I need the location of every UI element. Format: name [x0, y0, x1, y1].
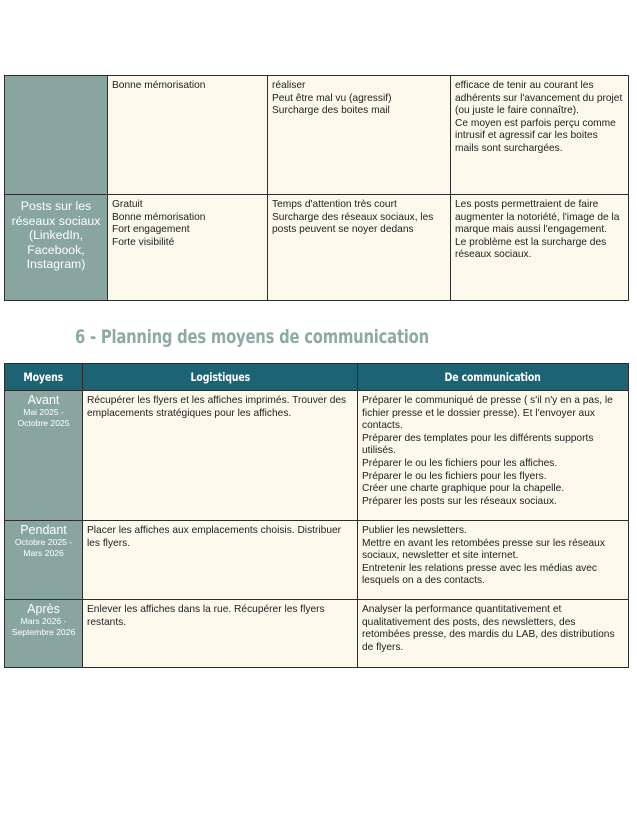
advantage-item: Bonne mémorisation	[112, 211, 206, 223]
comment-line: Les posts permettraient de faire augmenter la notoriété, l'image de la marque mais aussi l'engagement.	[455, 199, 620, 236]
communication-item: Préparer le ou les fichiers pour les affiches.	[362, 457, 558, 469]
disadvantage-item: Surcharge des boites mail	[272, 105, 390, 117]
table-row	[5, 600, 629, 668]
planning-table	[4, 363, 629, 668]
logistics-cell: Enlever les affiches dans la rue. Récupérer les flyers restants.	[83, 600, 358, 668]
comment-line: Le problème est la surcharge des réseaux sociaux.	[455, 236, 607, 261]
disadvantage-item: réaliser	[272, 80, 306, 91]
communication-item: Préparer le ou les fichiers pour les flyers.	[362, 470, 547, 482]
advantage-item: Bonne mémorisation	[112, 80, 206, 91]
table-row	[5, 521, 629, 600]
table-row	[5, 195, 629, 301]
phase-dates: Mai 2025 - Octobre 2025	[17, 407, 70, 428]
advantage-item: Gratuit	[112, 199, 143, 210]
communication-item: Préparer des templates pour les différents supports utilisés.	[362, 432, 594, 457]
disadvantages-cell	[268, 76, 451, 195]
advantage-item: Fort engagement	[112, 224, 190, 236]
comment-line: Ce moyen est parfois perçu comme intrusif et agressif car les boites mails sont surchargées.	[455, 117, 616, 154]
phase-name: Avant	[27, 393, 60, 407]
disadvantages-cell	[268, 195, 451, 301]
header-row	[5, 364, 629, 391]
phase-name: Après	[27, 602, 60, 616]
phase-cell	[5, 521, 83, 600]
communication-item: Publier les newsletters.	[362, 525, 467, 536]
comment-cell	[451, 76, 629, 195]
communication-item: Entretenir les relations presse avec les médias avec lesquels on a des contacts.	[362, 562, 597, 587]
phase-dates: Octobre 2025 - Mars 2026	[14, 537, 73, 558]
comment-line: efficace de tenir au courant les adhérents sur l'avancement du projet (ou juste le faire connaître).	[455, 80, 623, 117]
column-header-moyens: Moyens	[5, 364, 83, 391]
phase-name: Pendant	[20, 523, 67, 537]
table-row	[5, 391, 629, 521]
section-title: 6 - Planning des moyens de communication	[75, 326, 429, 348]
column-header-logistiques: Logistiques	[83, 364, 358, 391]
category-cell	[5, 76, 108, 195]
phase-cell	[5, 391, 83, 521]
communication-cell	[358, 521, 629, 600]
comparison-table	[4, 75, 629, 301]
communication-item: Préparer les posts sur les réseaux sociaux.	[362, 495, 557, 507]
column-header-communication: De communication	[358, 364, 629, 391]
disadvantage-item: Peut être mal vu (agressif)	[272, 92, 392, 104]
logistics-cell: Récupérer les flyers et les affiches imprimés. Trouver des emplacements stratégiques pour les affiches.	[83, 391, 358, 521]
communication-item: Analyser la performance quantitativement et qualitativement des posts, des newsletters, des retombées presse, des mardis du LAB, des distributions de flyers.	[362, 604, 615, 653]
advantage-item: Forte visibilité	[112, 236, 175, 248]
communication-cell	[358, 391, 629, 521]
category-cell: Posts sur les réseaux sociaux (LinkedIn, Facebook, Instagram)	[5, 195, 108, 301]
communication-cell	[358, 600, 629, 668]
advantages-cell	[108, 195, 268, 301]
comment-cell	[451, 195, 629, 301]
phase-cell	[5, 600, 83, 668]
communication-item: Préparer le communiqué de presse ( s'il n'y en a pas, le fichier presse et le dossier presse). Et l'envoyer aux contacts.	[362, 395, 613, 432]
disadvantage-item: Surcharge des réseaux sociaux, les posts peuvent se noyer dedans	[272, 211, 434, 236]
logistics-cell: Placer les affiches aux emplacements choisis. Distribuer les flyers.	[83, 521, 358, 600]
phase-dates: Mars 2026 - Septembre 2026	[11, 616, 76, 637]
disadvantage-item: Temps d'attention très court	[272, 199, 397, 210]
table-row	[5, 76, 629, 195]
advantages-cell	[108, 76, 268, 195]
communication-item: Créer une charte graphique pour la chapelle.	[362, 483, 565, 495]
communication-item: Mettre en avant les retombées presse sur les réseaux sociaux, newsletter et site internet.	[362, 537, 605, 562]
